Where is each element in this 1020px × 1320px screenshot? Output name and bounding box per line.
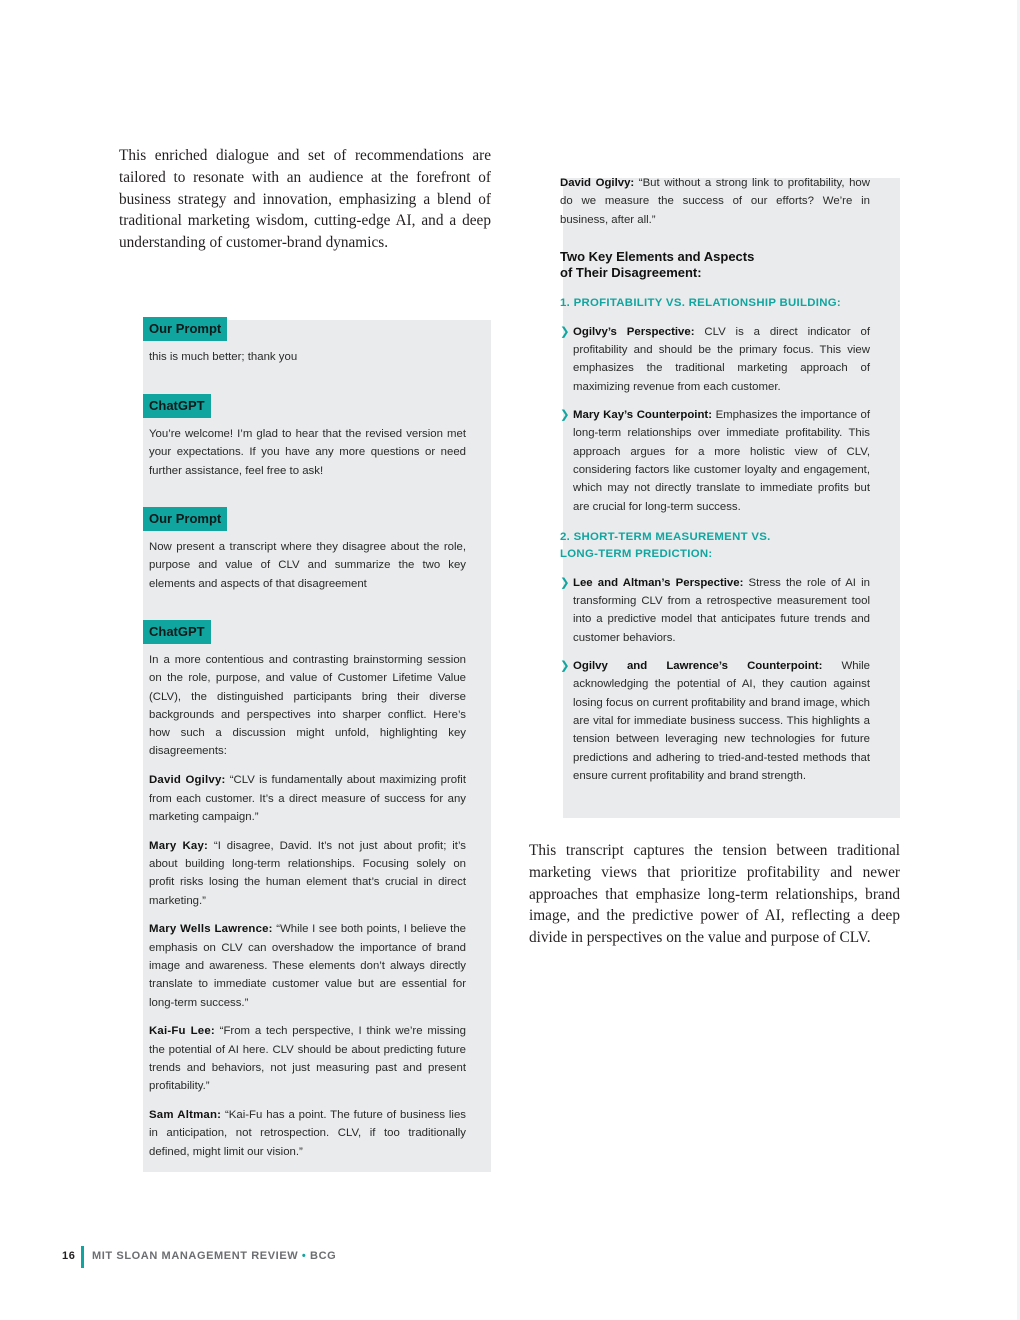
- speaker-name: David Ogilvy:: [149, 774, 226, 787]
- point-text: CLV is a direct indicator of profitability and should be the primary focus. This view emphasizes the traditional marketing approach of maximizing revenue from each customer.: [573, 325, 870, 393]
- speaker-name: Mary Wells Lawrence:: [149, 923, 273, 936]
- dialogue-quote: “Kai-Fu has a point. The future of business lies in anticipation, not retrospection. CLV, if too traditionally defined, might limit our vision.”: [149, 1109, 466, 1158]
- section-title-line: of Their Disagreement:: [560, 265, 702, 281]
- speaker-name: Sam Altman:: [149, 1109, 222, 1122]
- bullet-point: [560, 657, 870, 785]
- chatgpt-reply: You’re welcome! I’m glad to hear that the revised version met your expectations. If you have any more questions or need further assistance, feel free to ask!: [149, 428, 466, 477]
- chatgpt-transcript: [149, 651, 466, 1171]
- point-label: Ogilvy’s Perspective:: [573, 325, 695, 338]
- point-text: Stress the role of AI in transforming CLV from a retrospective measurement tool into a predictive model that anticipates future trends and customer behaviors.: [573, 576, 870, 644]
- dialogue-line: [149, 837, 466, 910]
- dialogue-line: [149, 1106, 466, 1161]
- page-number: 16: [62, 1250, 76, 1262]
- point-text: While acknowledging the potential of AI, they caution against losing focus on current profitability and brand image, which are vital for immediate business success. This highlights a tension between leveraging new technologies for future predictions and adhering to tried-and-tested methods that ensure current profitability and brand strength.: [573, 660, 870, 782]
- point-label: Mary Kay’s Counterpoint:: [573, 409, 712, 422]
- bullet-point: [560, 323, 870, 396]
- chevron-right-icon: ❯: [560, 325, 570, 338]
- disagreement-heading-1: 1. PROFITABILITY VS. RELATIONSHIP BUILDING:: [560, 296, 842, 309]
- closing-paragraph: This transcript captures the tension between traditional marketing views that prioritize profitability and newer approaches that emphasize long-term relationships, brand image, and the predictive power of AI, reflecting a deep divide in perspectives on the value and purpose of CLV.: [529, 842, 900, 947]
- bullet-point: [560, 406, 870, 516]
- section-title: [560, 249, 870, 282]
- dialogue-line: [149, 771, 466, 826]
- dialogue-line: [560, 174, 870, 229]
- dialogue-line: [149, 920, 466, 1011]
- transcript-intro: In a more contentious and contrasting brainstorming session on the role, purpose, and value of Customer Lifetime Value (CLV), the distinguished participants bring their diverse backgrounds and perspectives into sharper conflict. Here’s how such a discussion might unfold, highlighting key disagreements:: [149, 654, 466, 758]
- publication-credit: [92, 1250, 336, 1262]
- point-label: Lee and Altman’s Perspective:: [573, 576, 744, 589]
- chevron-right-icon: ❯: [560, 409, 570, 422]
- chatgpt-tag: ChatGPT: [143, 620, 211, 644]
- point-label: Ogilvy and Lawrence’s Counterpoint:: [573, 660, 823, 673]
- chevron-right-icon: ❯: [560, 576, 570, 589]
- speaker-name: Kai-Fu Lee:: [149, 1025, 215, 1038]
- section-title-line: Two Key Elements and Aspects: [560, 248, 755, 264]
- publication-name: MIT SLOAN MANAGEMENT REVIEW: [92, 1250, 299, 1262]
- heading-line: 2. SHORT-TERM MEASUREMENT VS.: [560, 530, 771, 543]
- right-column-content: [560, 174, 870, 785]
- heading-line: LONG-TERM PREDICTION:: [560, 547, 713, 560]
- footer-divider: [81, 1246, 84, 1268]
- intro-paragraph: This enriched dialogue and set of recommendations are tailored to resonate with an audience at the forefront of business strategy and innovation, emphasizing a blend of traditional marketing wisdom, cutting-edge AI, and a deep understanding of customer-brand dynamics.: [119, 147, 491, 252]
- our-prompt-tag: Our Prompt: [143, 317, 227, 341]
- chatgpt-tag: ChatGPT: [143, 394, 211, 418]
- dialogue-quote: “While I see both points, I believe the emphasis on CLV can overshadow the importance of brand image and awareness. These elements don’t always directly translate to immediate customer value but are essential for long-term success.”: [149, 923, 466, 1009]
- dialogue-quote: “I disagree, David. It’s not just about profit; it’s about building long-term relationships. Focusing solely on profit risks losing the human element that’s crucial in direct marketing.”: [149, 839, 466, 907]
- partner-name: BCG: [310, 1250, 337, 1262]
- bullet-point: [560, 574, 870, 647]
- dialogue-line: [149, 1022, 466, 1095]
- our-prompt-tag: Our Prompt: [143, 507, 227, 531]
- speaker-name: David Ogilvy:: [560, 177, 635, 189]
- dialogue-quote: “But without a strong link to profitability, how do we measure the success of our efforts? We’re in business, after all.”: [560, 177, 870, 226]
- point-text: Emphasizes the importance of long-term relationships over immediate profitability. This approach argues for a more holistic view of CLV, considering factors like customer loyalty and engagement, which may not directly translate to immediate profits but are crucial for long-term success.: [573, 409, 870, 513]
- dialogue-quote: “From a tech perspective, I think we’re missing the potential of AI here. CLV should be about predicting future trends and behaviors, not just measuring past and present profitability.”: [149, 1025, 466, 1093]
- separator-dot: •: [298, 1250, 311, 1262]
- disagreement-heading-2: [560, 529, 870, 563]
- prompt-text: Now present a transcript where they disagree about the role, purpose and value of CLV and summarize the two key elements and aspects of that disagreement: [149, 541, 466, 590]
- dialogue-quote: “CLV is fundamentally about maximizing profit from each customer. It’s a direct measure of success for any marketing campaign.”: [149, 774, 466, 823]
- speaker-name: Mary Kay:: [149, 839, 208, 852]
- prompt-text: this is much better; thank you: [149, 351, 298, 363]
- chevron-right-icon: ❯: [560, 660, 570, 673]
